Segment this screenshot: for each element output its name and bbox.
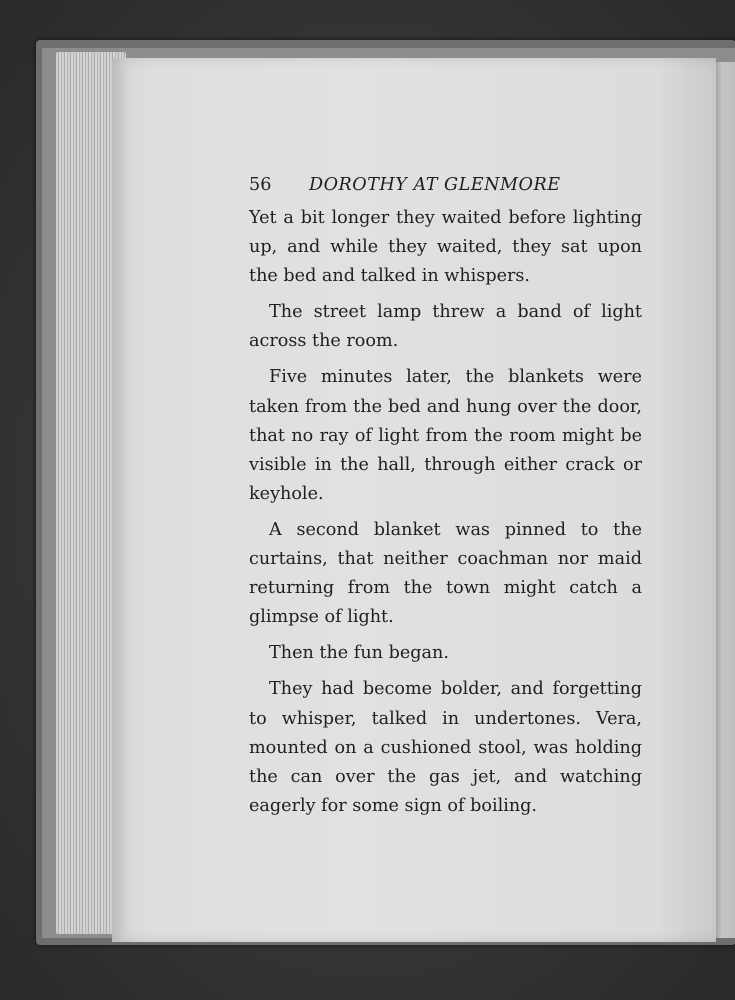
running-title: DOROTHY AT GLENMORE [309, 175, 561, 195]
paragraph: Then the fun began. [269, 643, 449, 664]
paragraph: They had become bolder, and forgetting to whisper, talked in undertones. Vera, mounted on a cushioned stool, was holding the can over the gas jet, and watching eagerly for some sign of boiling. [249, 679, 642, 816]
facing-page [714, 62, 735, 938]
paragraph: A second blanket was pinned to the curtains, that neither coachman nor maid returning from the town might catch a glimpse of light. [249, 519, 642, 628]
paragraph: Five minutes later, the blankets were taken from the bed and hung over the door, that no ray of light from the room might be visible in the hall, through either crack or keyhole. [249, 367, 642, 504]
running-head [249, 171, 642, 200]
page-number: 56 [249, 175, 272, 195]
page-text [249, 171, 642, 828]
paragraph: Yet a bit longer they waited before lighting up, and while they waited, they sat upon the bed and talked in whispers. [249, 208, 642, 287]
paragraph: The street lamp threw a band of light across the room. [249, 302, 642, 352]
